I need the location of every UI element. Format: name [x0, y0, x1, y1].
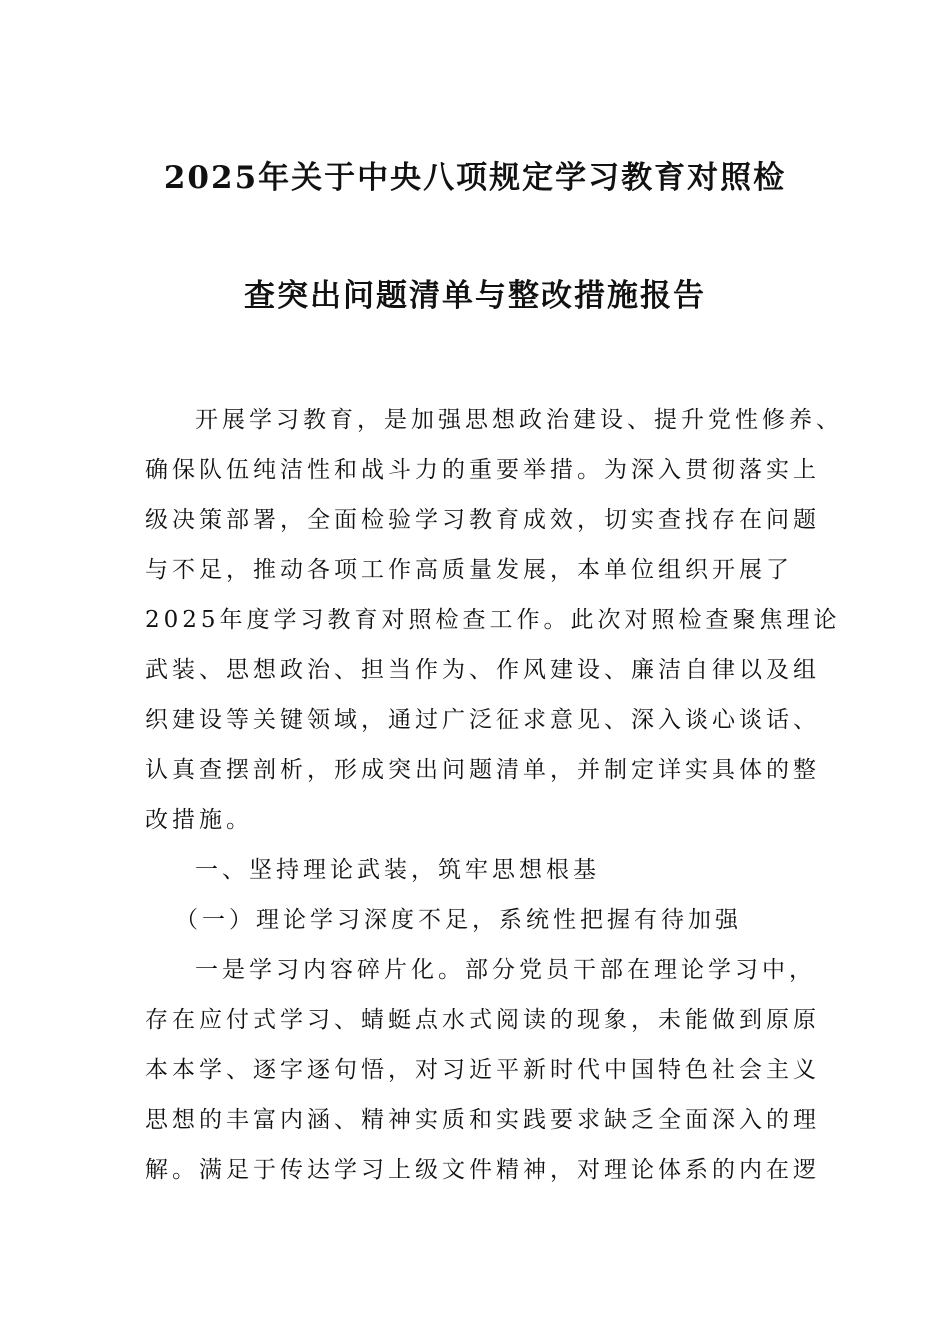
document-title-line-1: 2025年关于中央八项规定学习教育对照检	[163, 160, 787, 196]
intro-line: 武装、思想政治、担当作为、作风建设、廉洁自律以及组	[145, 657, 820, 683]
document-body	[145, 395, 843, 1195]
section-line: 思想的丰富内涵、精神实质和实践要求缺乏全面深入的理	[145, 1107, 820, 1133]
intro-line: 2025年度学习教育对照检查工作。此次对照检查聚焦理论	[145, 607, 841, 633]
intro-line: 确保队伍纯洁性和战斗力的重要举措。为深入贯彻落实上	[145, 457, 820, 483]
section-subheading: （一）理论学习深度不足，系统性把握有待加强	[175, 907, 742, 933]
intro-line: 级决策部署，全面检验学习教育成效，切实查找存在问题	[145, 507, 820, 533]
document-title-line-2: 查突出问题清单与整改措施报告	[244, 278, 706, 314]
intro-line: 改措施。	[145, 807, 253, 833]
section-line: 存在应付式学习、蜻蜓点水式阅读的现象，未能做到原原	[145, 1007, 820, 1033]
intro-line: 与不足，推动各项工作高质量发展，本单位组织开展了	[145, 557, 793, 583]
intro-line: 开展学习教育，是加强思想政治建设、提升党性修养、	[195, 407, 843, 433]
section-line: 本本学、逐字逐句悟，对习近平新时代中国特色社会主义	[145, 1057, 820, 1083]
intro-line: 认真查摆剖析，形成突出问题清单，并制定详实具体的整	[145, 757, 820, 783]
section-line: 一是学习内容碎片化。部分党员干部在理论学习中，	[195, 957, 816, 983]
intro-line: 织建设等关键领域，通过广泛征求意见、深入谈心谈话、	[145, 707, 820, 733]
section-heading: 一、坚持理论武装，筑牢思想根基	[195, 857, 600, 883]
section-line: 解。满足于传达学习上级文件精神，对理论体系的内在逻	[145, 1157, 820, 1183]
